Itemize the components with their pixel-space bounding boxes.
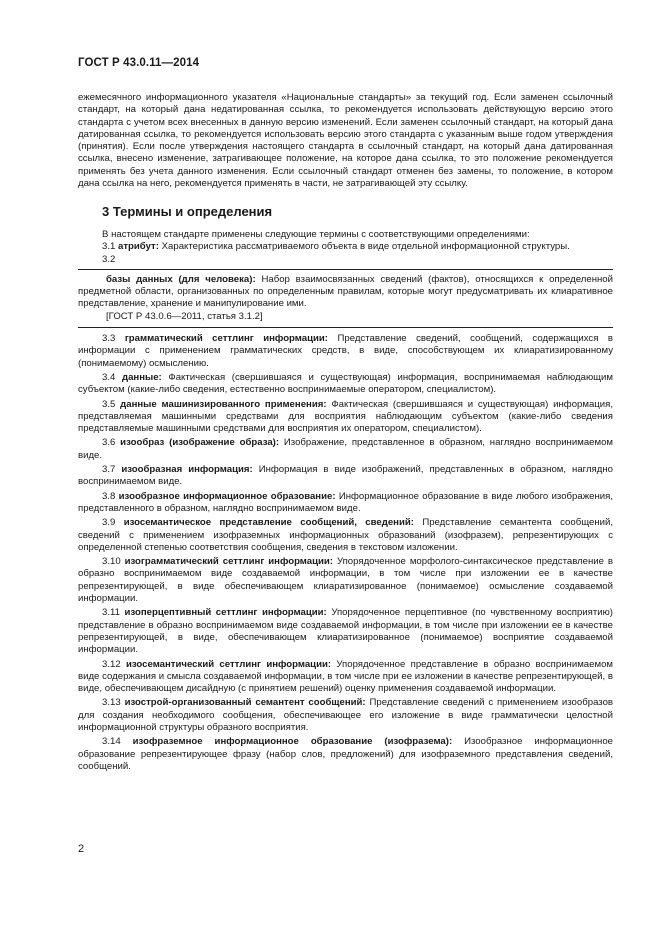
term-3-13 xyxy=(78,697,613,734)
term-definition: Набор взаимосвязанных сведений (фактов), относящихся к определенной предметной области, организованных по определенным правилам, которые могут предусматривать их клиаративное представление, хранение и манипулирование ими. xyxy=(78,273,613,310)
term-3-2-number xyxy=(78,254,613,266)
term-name: грамматический сеттлинг информации: xyxy=(124,333,328,345)
term-definition: Характеристика рассматриваемого объекта в виде отдельной информационной структуры. xyxy=(161,241,570,253)
term-number: 3.7 xyxy=(102,464,116,476)
page-number: 2 xyxy=(78,843,85,855)
term-number: 3.3 xyxy=(102,333,116,345)
term-name: изообразная информация: xyxy=(121,464,253,476)
term-name: изограмматический сеттлинг информации: xyxy=(124,556,334,568)
term-definition: Фактическая (свершившаяся и существующая) информация, воспринимаемая наблюдающим субъектом (какие-либо сведения, естественно воспринимаемые оператором, специалистом). xyxy=(78,371,613,396)
term-name: данные машинизированного применения: xyxy=(120,398,327,410)
term-number: 3.6 xyxy=(102,437,116,449)
intro-text: ежемесячного информационного указателя «Национальные стандарты» за текущий год. Если заменен ссылочный стандарт, на который дана недатированная ссылка, то рекомендуется использовать действующую версию этого стандарта с учетом всех внесенных в данную версию изменений. Если заменен ссылочный стандарт, на который дана датированная ссылка, то рекомендуется использовать версию этого стандарта с указанным выше годом утверждения (принятия). Если после утверждения настоящего стандарта в ссылочный стандарт, на который дана датированная ссылка, внесено изменение, затрагивающее положение, на которое дана ссылка, то это положение рекомендуется применять без учета данного изменения. Если ссылочный стандарт отменен без замены, то положение, в котором дана ссылка на него, рекомендуется применять в части, не затрагивающей эту ссылку. xyxy=(78,92,613,190)
section-lead: В настоящем стандарте применены следующие термины с соответствующими определениями: xyxy=(102,229,530,240)
term-name: изосемантический сеттлинг информации: xyxy=(126,658,332,670)
term-3-9 xyxy=(78,517,613,554)
term-definition: Упорядоченное представление в образно воспринимаемом виде содержания и смысла создаваемой информации, в том числе при ее изложении в качестве репрезентирующей, в виде, обеспечивающем дисайдную (с принятием решений) оценку применения создаваемой информации. xyxy=(78,658,614,695)
term-definition: Фактическая (свершившаяся и существующая) информация, представляемая машинными средствами для восприятия наблюдающим субъектом (какие-либо сведения представляемые машинными средствами для восприятия их оператором, специалистом). xyxy=(78,398,614,435)
term-3-6 xyxy=(78,437,613,462)
term-3-8 xyxy=(78,491,613,516)
term-number: 3.1 xyxy=(102,241,116,253)
document-header: ГОСТ Р 43.0.11—2014 xyxy=(78,57,200,69)
term-name: изоперцептивный сеттлинг информации: xyxy=(124,607,327,619)
term-3-4 xyxy=(78,372,613,397)
term-definition: Информация в виде изображений, представленных в образном, наглядно воспринимаемом виде. xyxy=(78,464,613,488)
term-name: данные: xyxy=(122,371,162,383)
term-definition: Информационное образование в виде любого изображения, представленного в образном, наглядно воспринимаемом виде. xyxy=(78,490,613,514)
term-3-2 xyxy=(78,274,613,311)
quoted-definition-box xyxy=(78,269,613,328)
term-name: базы данных (для человека): xyxy=(106,273,256,285)
term-definition: Изображение, представленное в образном, наглядно воспринимаемом виде. xyxy=(78,437,614,461)
term-definition: Изообразное информационное образование репрезентирующее фразу (набор слов, предложений) для изофраземного представления сведений, сообщений. xyxy=(78,736,613,772)
term-3-11 xyxy=(78,607,613,656)
term-name: изообразное информационное образование: xyxy=(118,490,336,502)
term-3-7 xyxy=(78,464,613,489)
term-3-14 xyxy=(78,736,613,773)
term-number: 3.11 xyxy=(102,607,120,619)
term-definition: Упорядоченное морфолого-синтаксическое представление в образно воспринимаемом виде создаваемой информации, в том числе при изложении ее в качестве репрезентирующей, в виде обеспечивающем клиаратизированное (понимаемое) осмысление создаваемой информации. xyxy=(78,556,614,605)
term-number: 3.14 xyxy=(102,736,121,748)
term-number: 3.8 xyxy=(102,490,116,502)
term-definition: Представление сведений, сообщений, содержащихся в информации с применением грамматических средств, в виде, способствующем их клиаратизированному (понимаемому) осмыслению. xyxy=(78,333,613,369)
term-3-3 xyxy=(78,333,613,370)
term-number: 3.4 xyxy=(102,371,116,383)
term-number: 3.13 xyxy=(102,697,121,709)
definition-reference: [ГОСТ Р 43.0.6—2011, статья 3.1.2] xyxy=(106,310,263,322)
term-name: атрибут: xyxy=(118,241,159,253)
term-name: изострой-организованный семантент сообщений: xyxy=(124,697,366,709)
intro-paragraph xyxy=(78,92,613,190)
term-number: 3.5 xyxy=(102,398,116,410)
term-number: 3.12 xyxy=(102,658,121,670)
term-3-5 xyxy=(78,399,613,436)
term-number: 3.9 xyxy=(102,517,116,529)
definitions-list xyxy=(78,229,613,773)
term-definition: Упорядоченное перцептивное (по чувственному восприятию) представление в образно воспринимаемом виде создаваемой информации, в том числе при изложении ее в качестве репрезентирующей, в виде, обеспечивающем клиаратизированное (понимаемое) восприятие создаваемой информации. xyxy=(78,607,613,656)
term-3-12 xyxy=(78,659,613,696)
term-name: изосемантическое представление сообщений, сведений: xyxy=(123,517,414,529)
term-3-1 xyxy=(78,241,613,253)
term-definition: Представление семантента сообщений, сведений с применением изофраземных информационных образований (изофразем), репрезентирующих с определенной степенью соответствия сообщения, сведения в текстовом изложении. xyxy=(78,517,614,553)
term-name: изофраземное информационное образование (изофразема): xyxy=(132,736,453,748)
section-title: 3 Термины и определения xyxy=(102,204,273,219)
term-definition: Представление сведений с применением изообразов для создания необходимого сообщения, обеспечивающее его изложение в виде грамматически целостной информационной структуры образного восприятия. xyxy=(78,697,614,733)
term-number: 3.10 xyxy=(102,556,121,568)
term-name: изообраз (изображение образа): xyxy=(120,437,280,449)
term-number: 3.2 xyxy=(102,253,116,265)
term-3-10 xyxy=(78,556,613,605)
